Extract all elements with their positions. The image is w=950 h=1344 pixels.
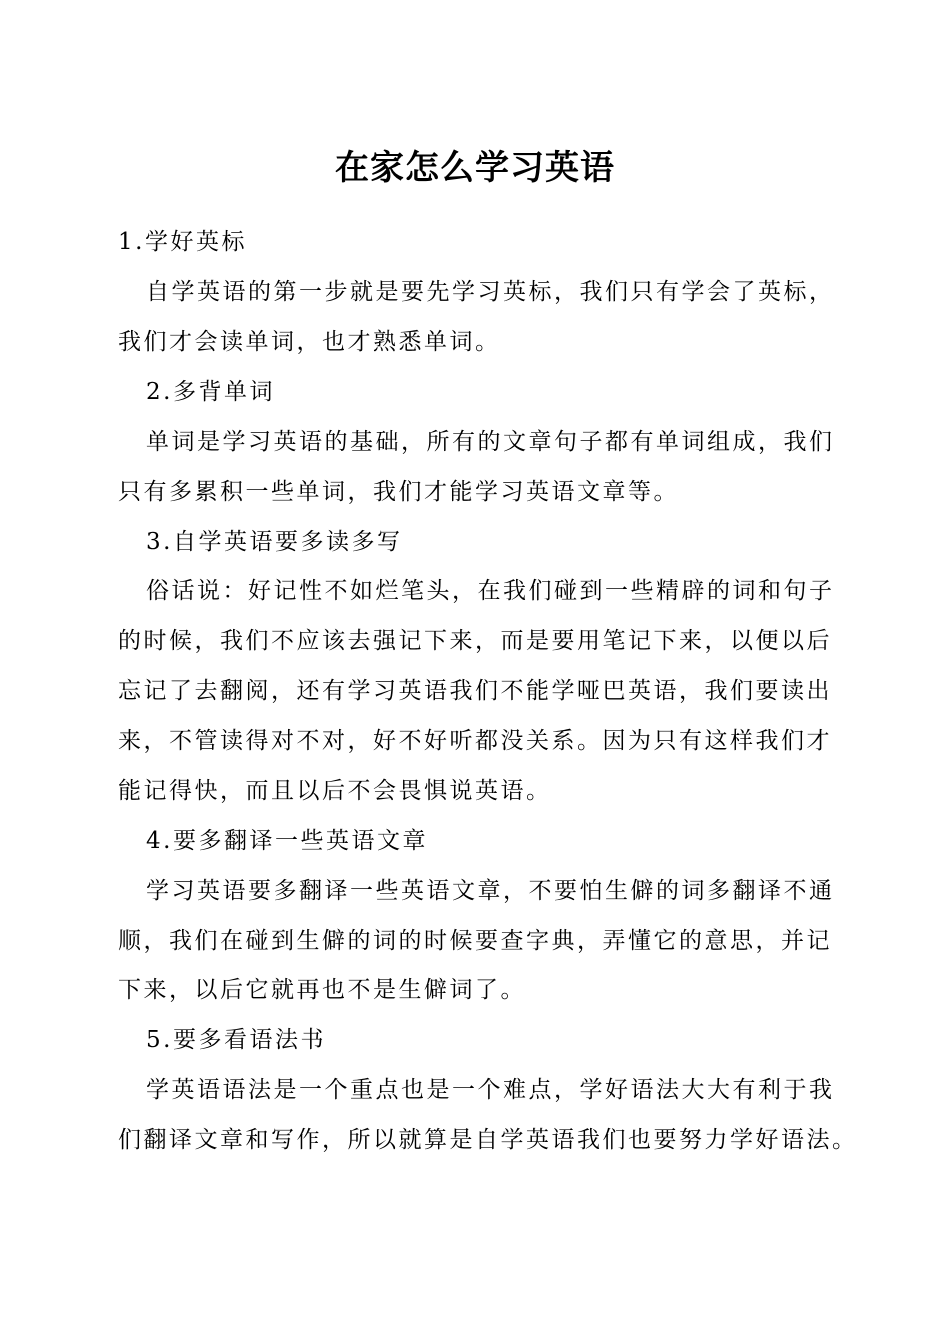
paragraph-line: 来，不管读得对不对，好不好听都没关系。因为只有这样我们才 (118, 728, 832, 754)
heading-3: 3.自学英语要多读多写 (146, 529, 403, 555)
paragraph-line: 能记得快，而且以后不会畏惧说英语。 (118, 778, 552, 804)
paragraph-line: 的时候，我们不应该去强记下来，而是要用笔记下来，以便以后 (118, 628, 832, 654)
heading-4: 4.要多翻译一些英语文章 (146, 828, 428, 854)
paragraph-line: 我们才会读单词，也才熟悉单词。 (118, 329, 501, 355)
paragraph-line: 单词是学习英语的基础，所有的文章句子都有单词组成，我们 (146, 429, 835, 455)
paragraph-line: 学英语语法是一个重点也是一个难点，学好语法大大有利于我 (146, 1077, 835, 1103)
paragraph-line: 顺，我们在碰到生僻的词的时候要查字典，弄懂它的意思，并记 (118, 928, 832, 954)
paragraph-line: 自学英语的第一步就是要先学习英标，我们只有学会了英标， (146, 279, 835, 305)
paragraph-line: 忘记了去翻阅，还有学习英语我们不能学哑巴英语，我们要读出 (118, 678, 832, 704)
heading-1: 1.学好英标 (118, 229, 247, 255)
heading-5: 5.要多看语法书 (146, 1027, 326, 1053)
heading-2: 2.多背单词 (146, 379, 275, 405)
paragraph-line: 们翻译文章和写作，所以就算是自学英语我们也要努力学好语法。 (118, 1127, 858, 1153)
paragraph-line: 只有多累积一些单词，我们才能学习英语文章等。 (118, 479, 679, 505)
paragraph-line: 学习英语要多翻译一些英语文章，不要怕生僻的词多翻译不通 (146, 878, 835, 904)
paragraph-line: 俗话说：好记性不如烂笔头，在我们碰到一些精辟的词和句子 (146, 578, 835, 604)
document-title: 在家怎么学习英语 (335, 148, 615, 188)
paragraph-line: 下来，以后它就再也不是生僻词了。 (118, 977, 526, 1003)
